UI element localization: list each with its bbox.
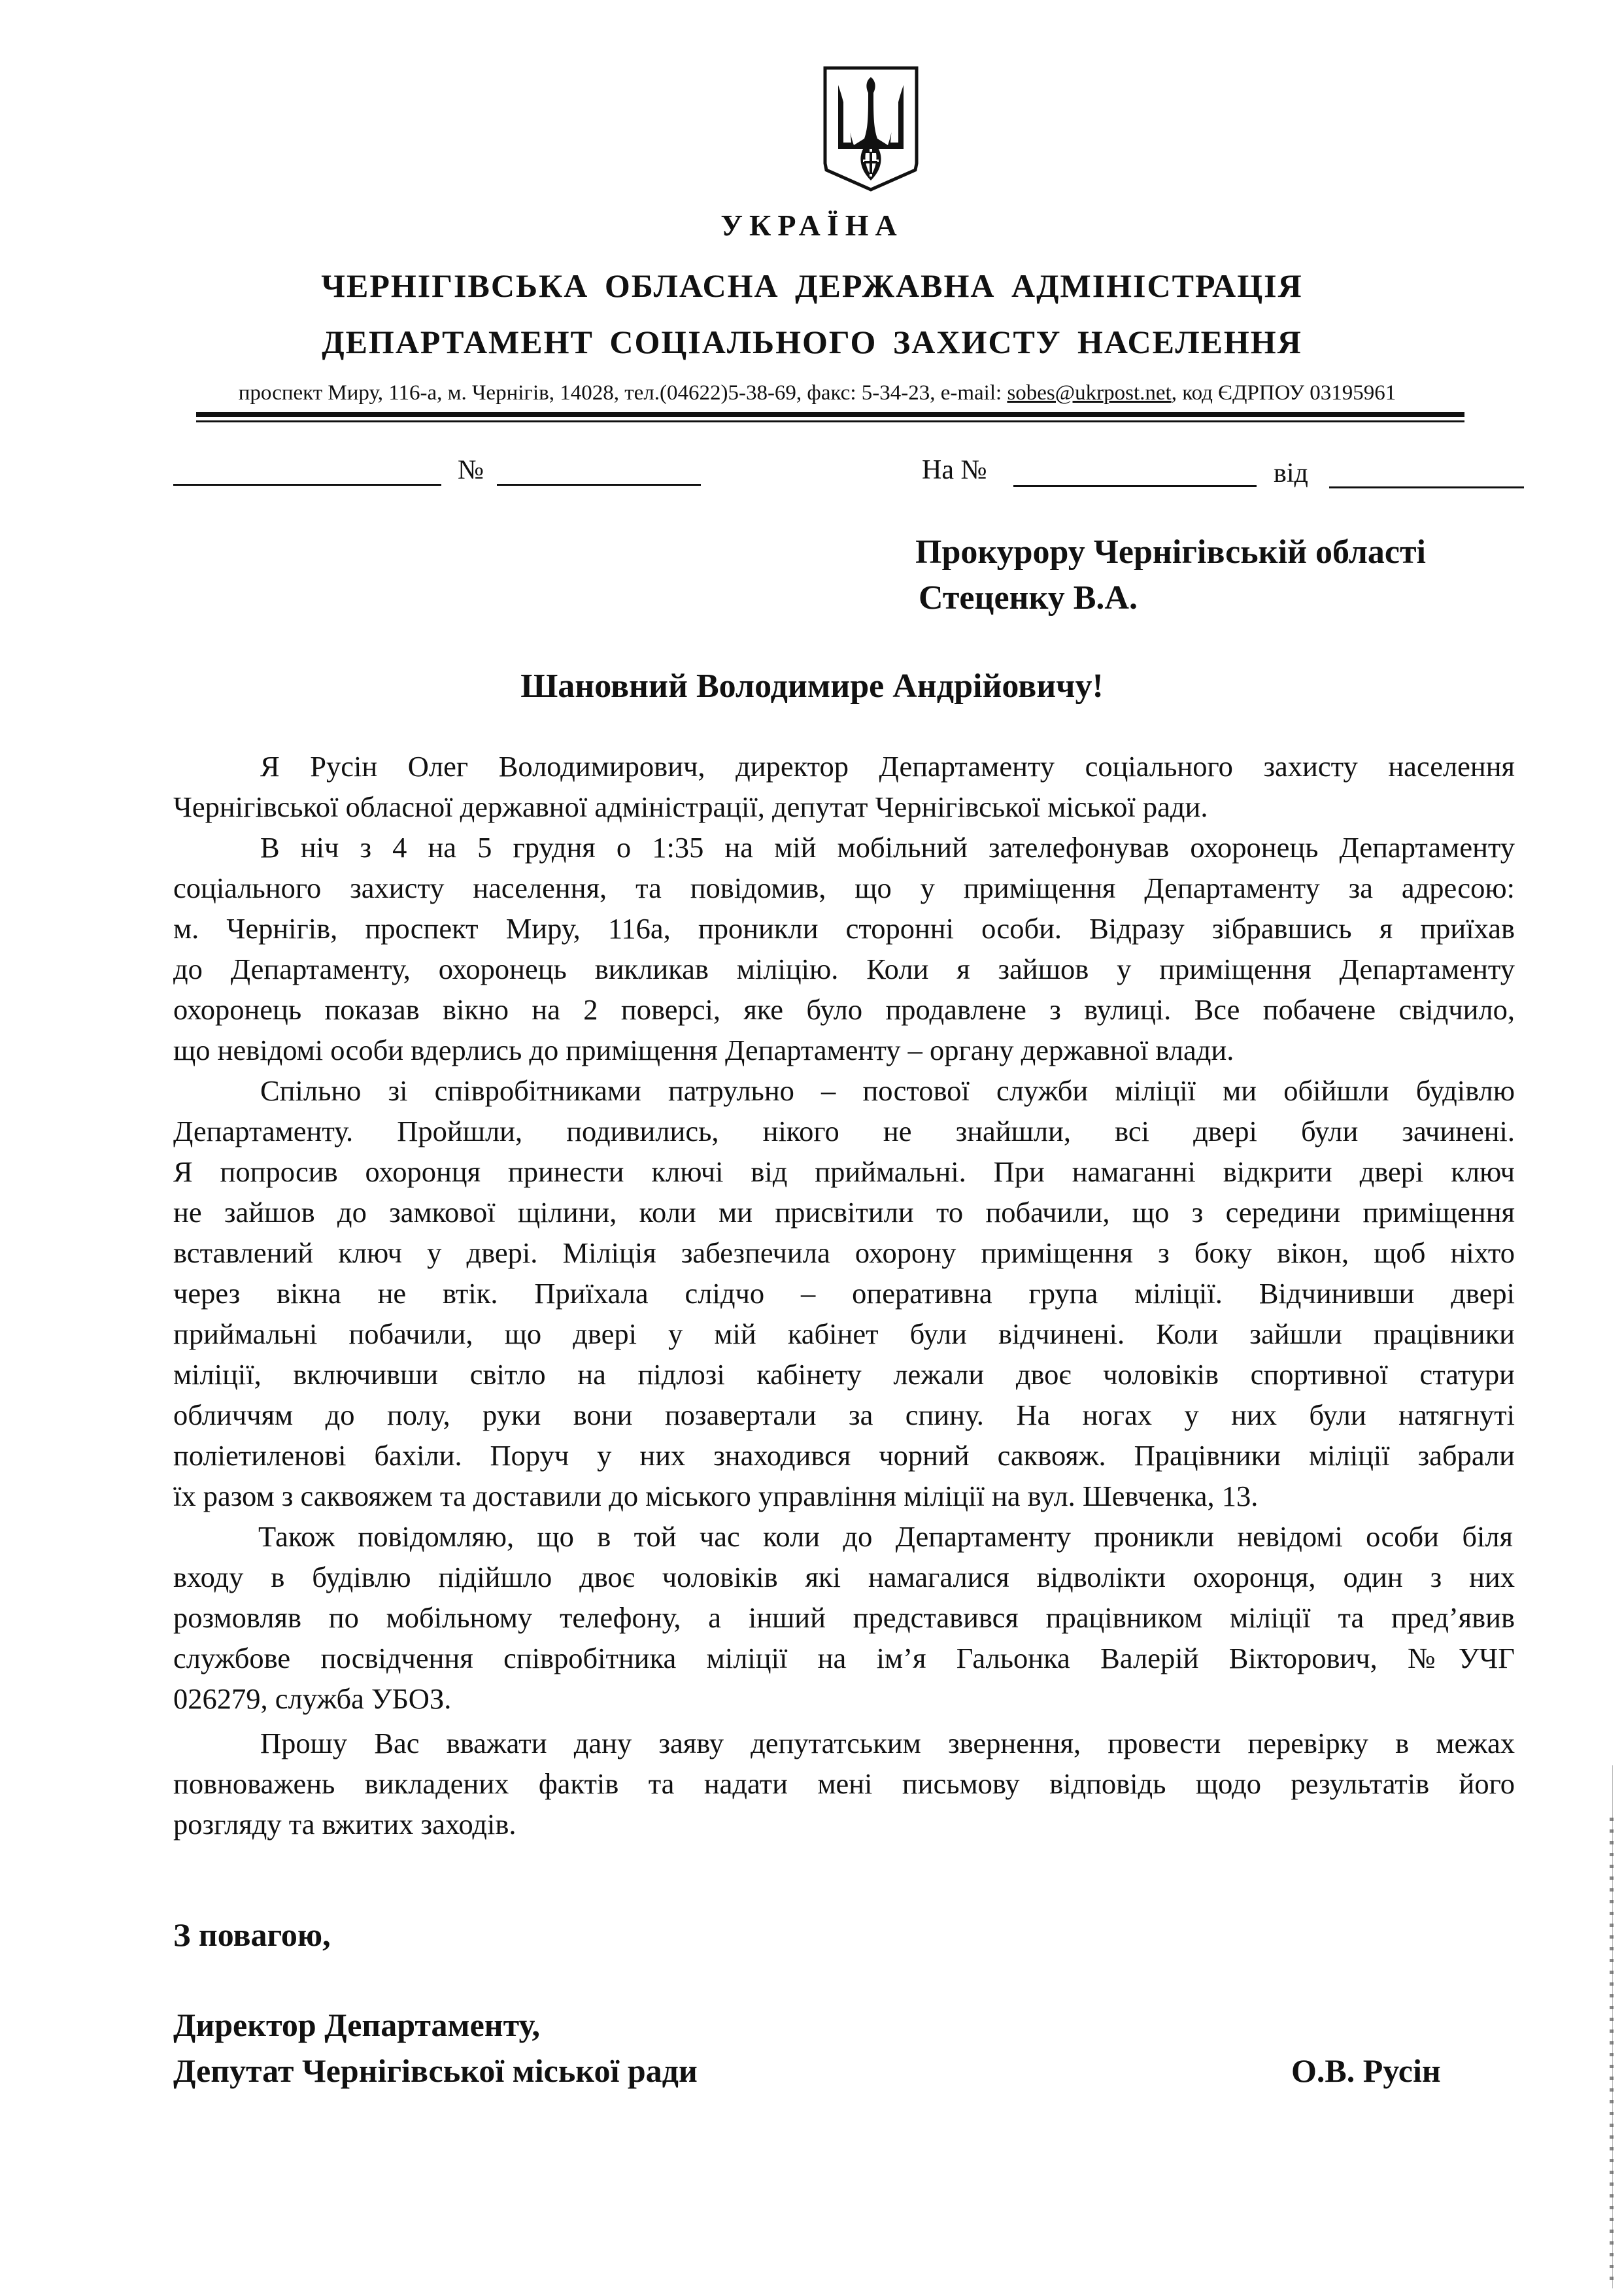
body-line: 026279, служба УБОЗ.: [173, 1682, 452, 1715]
perforation-mark: [1610, 2018, 1614, 2021]
letterhead-divider-thick: [196, 412, 1464, 417]
addressee-position: Прокурору Чернігівській області: [915, 534, 1426, 571]
perforation-mark: [1610, 1818, 1614, 1821]
body-line: соціального захисту населення, та повідомив, що у приміщення Департаменту за адресою:: [173, 872, 1515, 904]
body-line: розмовляв по мобільному телефону, а інший представився працівником міліції та пред’явив: [173, 1601, 1515, 1634]
body-line: Я попросив охоронця принести ключі від приймальні. При намаганні відкрити двері ключ: [173, 1155, 1515, 1188]
body-line: В ніч з 4 на 5 грудня о 1:35 на мій мобільний зателефонував охоронець Департаменту: [260, 831, 1515, 864]
reply-number-blank: [1013, 485, 1257, 487]
signatory-name: О.В. Русін: [1291, 2052, 1441, 2089]
perforation-mark: [1610, 2230, 1614, 2233]
perforation-mark: [1610, 2029, 1614, 2033]
perforation-mark: [1610, 2241, 1614, 2245]
body-line: входу в будівлю підійшло двоє чоловіків які намагалися відволікти охоронця, один з них: [173, 1561, 1515, 1593]
country-heading: УКРАЇНА: [720, 209, 904, 242]
perforation-mark: [1610, 2253, 1614, 2256]
body-line: не зайшов до замкової щілини, коли ми присвітили то побачили, що з середини приміщення: [173, 1196, 1515, 1229]
perforation-mark: [1610, 2218, 1614, 2221]
perforation-mark: [1610, 2265, 1614, 2268]
perforation-mark: [1610, 2159, 1614, 2162]
perforation-mark: [1610, 2194, 1614, 2198]
body-line: розгляду та вжитих заходів.: [173, 1808, 516, 1841]
signatory-title: Директор Департаменту,: [173, 2007, 541, 2043]
email-link[interactable]: sobes@ukrpost.net: [1007, 381, 1172, 405]
perforation-mark: [1610, 2053, 1614, 2056]
letterhead-divider-thin: [196, 420, 1464, 422]
outgoing-date-blank: [173, 484, 441, 486]
perforation-mark: [1610, 1888, 1614, 1892]
edrpou-code: , код ЄДРПОУ 03195961: [1171, 381, 1396, 405]
body-line: повноважень викладених фактів та надати мені письмову відповідь щодо результатів його: [173, 1767, 1515, 1800]
outgoing-number-blank: [497, 484, 701, 486]
body-line: до Департаменту, охоронець викликав міліцію. Коли я зайшов у приміщення Департаменту: [173, 953, 1515, 985]
coat-of-arms-icon: [822, 65, 919, 193]
body-line: Департаменту. Пройшли, подивились, нікого не знайшли, всі двері були зачинені.: [173, 1115, 1515, 1147]
closing-regards: З повагою,: [173, 1916, 331, 1953]
salutation: Шановний Володимире Андрійовичу!: [520, 668, 1104, 705]
addressee-name: Стеценку В.А.: [919, 579, 1138, 617]
perforation-mark: [1610, 2124, 1614, 2127]
perforation-mark: [1610, 1900, 1614, 1903]
perforation-mark: [1610, 1865, 1614, 1868]
perforation-mark: [1610, 1841, 1614, 1844]
body-line: через вікна не втік. Приїхала слідчо – оперативна група міліції. Відчинивши двері: [173, 1277, 1515, 1310]
perforation-mark: [1610, 2171, 1614, 2174]
perforation-mark: [1610, 2100, 1614, 2103]
date-label: від: [1274, 458, 1308, 488]
perforation-mark: [1610, 2041, 1614, 2045]
perforation-mark: [1610, 2077, 1614, 2080]
body-line: Прошу Вас вважати дану заяву депутатським звернення, провести перевірку в межах: [260, 1727, 1515, 1759]
reply-to-label: На №: [922, 455, 987, 485]
perforation-mark: [1610, 1982, 1614, 1986]
body-line: Спільно зі співробітниками патрульно – постової служби міліції ми обійшли будівлю: [260, 1074, 1515, 1107]
letterhead-address: [196, 381, 1438, 405]
body-line: м. Чернігів, проспект Миру, 116а, проникли сторонні особи. Відразу зібравшись я приїхав: [173, 912, 1515, 945]
department-heading: ДЕПАРТАМЕНТ СОЦІАЛЬНОГО ЗАХИСТУ НАСЕЛЕННЯ: [322, 324, 1302, 360]
body-line: вставлений ключ у двері. Міліція забезпечила охорону приміщення з боку вікон, щоб ніхто: [173, 1236, 1515, 1269]
body-line: що невідомі особи вдерлись до приміщення Департаменту – органу державної влади.: [173, 1034, 1234, 1066]
perforation-mark: [1610, 2182, 1614, 2186]
body-line: Чернігівської обласної державної адміністрації, депутат Чернігівської міської ради.: [173, 790, 1208, 823]
body-line: службове посвідчення співробітника міліції на ім’я Гальонка Валерій Вікторович, №УЧГ: [173, 1642, 1515, 1674]
perforation-mark: [1610, 1971, 1614, 1974]
body-line: охоронець показав вікно на 2 поверсі, яке було продавлене з вулиці. Все побачене свідчило,: [173, 993, 1515, 1026]
body-line: приймальні побачили, що двері у мій кабінет були відчинені. Коли зайшли працівники: [173, 1317, 1515, 1350]
perforation-mark: [1610, 2206, 1614, 2209]
perforation-mark: [1610, 2112, 1614, 2115]
number-label: №: [458, 455, 484, 485]
reply-date-blank: [1329, 486, 1524, 488]
body-line: їх разом з саквояжем та доставили до міського управління міліції на вул. Шевченка, 13.: [173, 1480, 1259, 1512]
perforation-mark: [1610, 2006, 1614, 2009]
perforation-mark: [1610, 2135, 1614, 2139]
perforation-mark: [1610, 1853, 1614, 1856]
perforation-mark: [1610, 2065, 1614, 2068]
perforation-mark: [1610, 1959, 1614, 1962]
body-line: Я Русін Олег Володимирович, директор Департаменту соціального захисту населення: [260, 750, 1515, 783]
perforation-mark: [1610, 2277, 1614, 2280]
body-line: обличчям до полу, руки вони позавертали за спину. На ногах у них були натягнуті: [173, 1399, 1515, 1431]
perforation-mark: [1610, 1876, 1614, 1880]
body-line: Також повідомляю, що в той час коли до Департаменту проникли невідомі особи біля: [258, 1520, 1513, 1553]
signatory-council-title: Депутат Чернігівської міської ради: [173, 2052, 698, 2089]
perforation-mark: [1610, 1912, 1614, 1915]
perforation-mark: [1610, 1935, 1614, 1939]
body-line: поліетиленові бахіли. Поруч у них знаходився чорний саквояж. Працівники міліції забрали: [173, 1439, 1515, 1472]
perforation-mark: [1610, 1994, 1614, 1997]
perforation-mark: [1610, 1829, 1614, 1833]
organization-heading: ЧЕРНІГІВСЬКА ОБЛАСНА ДЕРЖАВНА АДМІНІСТРАЦІЯ: [321, 267, 1303, 304]
perforation-mark: [1610, 2147, 1614, 2150]
address-text: проспект Миру, 116-а, м. Чернігів, 14028, тел.(04622)5-38-69, факс: 5-34-23, e-mail:: [238, 381, 1007, 405]
perforation-mark: [1610, 2088, 1614, 2092]
perforation-mark: [1610, 1947, 1614, 1950]
body-line: міліції, включивши світло на підлозі кабінету лежали двоє чоловіків спортивної статури: [173, 1358, 1515, 1391]
perforation-mark: [1610, 1924, 1614, 1927]
